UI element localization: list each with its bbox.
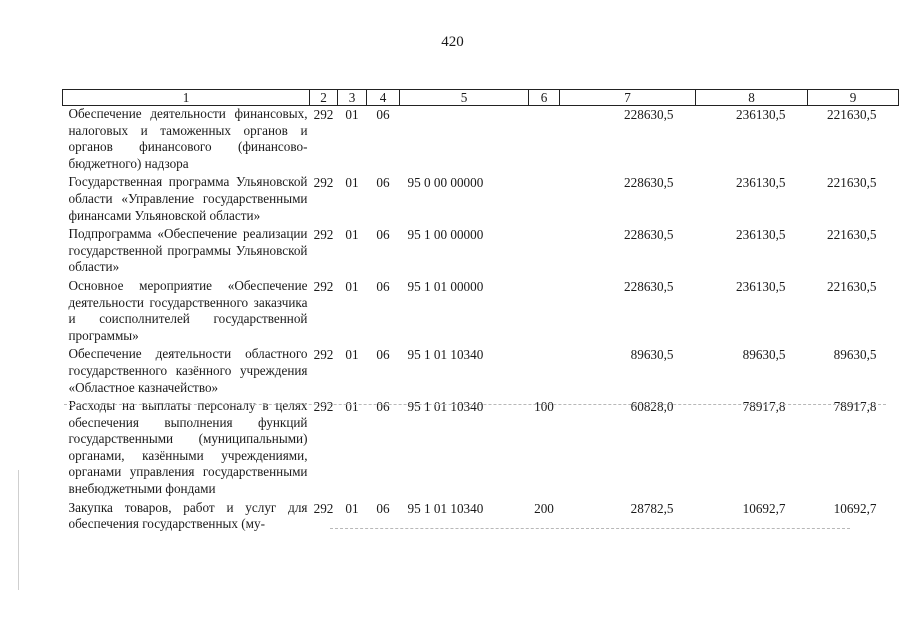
row-section-code: 01 [345,399,359,415]
row-amount-col8: 236130,5 [736,227,786,243]
header-col-5: 5 [400,90,529,106]
row-ministry-code: 292 [313,107,334,122]
scan-artifact-margin [18,470,19,590]
row-target-code: 95 1 00 00000 [407,227,484,243]
row-name: Закупка товаров, работ и услуг для обеспечения государственных (му- [68,499,308,532]
scan-artifact-line [64,404,886,405]
header-col-1: 1 [63,90,310,106]
row-ministry-code: 292 [313,500,334,516]
row-amount-col8: 78917,8 [742,399,786,415]
row-name: Расходы на выплаты персоналу в целях обеспечения выполнения функций государственными (муниципальными) органами, казёнными учреждениями, органами управления государственными внебюджетными фондами [68,398,308,497]
row-amount-col9: 221630,5 [827,107,877,122]
row-subsection-code: 06 [376,227,390,243]
row-amount-col7: 60828,0 [630,399,674,415]
row-amount-col7: 228630,5 [624,107,674,122]
row-amount-col9: 221630,5 [827,175,877,191]
table-row [63,346,899,398]
row-expense-type [529,278,560,346]
row-name: Основное мероприятие «Обеспечение деятельности государственного заказчика и соисполнителей государственной программы» [68,277,308,343]
row-section-code: 01 [345,347,359,363]
row-expense-type [529,174,560,226]
row-name: Обеспечение деятельности областного государственного казённого учреждения «Областное казначейство» [68,346,308,395]
row-subsection-code: 06 [376,500,390,516]
row-amount-col9: 10692,7 [833,500,877,516]
row-section-code: 01 [345,278,359,294]
table-row [63,398,899,500]
row-expense-type: 100 [534,399,554,415]
row-section-code: 01 [345,175,359,191]
row-expense-type [529,346,560,398]
table-header [63,90,899,106]
row-amount-col9: 89630,5 [833,347,877,363]
page-number: 420 [441,34,464,50]
row-ministry-code: 292 [313,227,334,243]
header-col-7: 7 [560,90,696,106]
row-ministry-code: 292 [313,399,334,415]
row-target-code: 95 1 01 10340 [407,500,484,516]
row-target-code: 95 1 01 10340 [407,399,484,415]
header-col-2: 2 [310,90,338,106]
row-name: Подпрограмма «Обеспечение реализации государственной программы Ульяновской области» [68,226,308,275]
row-amount-col7: 228630,5 [624,227,674,243]
row-amount-col7: 228630,5 [624,278,674,294]
row-amount-col7: 228630,5 [624,175,674,191]
budget-table [62,89,899,533]
row-expense-type: 200 [534,500,554,516]
row-target-code: 95 0 00 00000 [407,175,484,191]
table-row [63,106,899,175]
row-expense-type [529,226,560,278]
row-subsection-code: 06 [376,107,390,122]
row-subsection-code: 06 [376,278,390,294]
row-amount-col8: 89630,5 [742,347,786,363]
header-col-6: 6 [529,90,560,106]
header-col-8: 8 [696,90,808,106]
table-row [63,174,899,226]
row-amount-col8: 236130,5 [736,107,786,122]
row-amount-col9: 221630,5 [827,278,877,294]
row-expense-type [529,106,560,175]
row-amount-col9: 221630,5 [827,227,877,243]
row-name: Обеспечение деятельности финансовых, налоговых и таможенных органов и органов финансового (финансово-бюджетного) надзора [68,106,308,171]
row-section-code: 01 [345,227,359,243]
header-col-9: 9 [808,90,899,106]
row-subsection-code: 06 [376,399,390,415]
row-target-code: 95 1 01 00000 [407,278,484,294]
row-ministry-code: 292 [313,278,334,294]
row-ministry-code: 292 [313,175,334,191]
row-amount-col8: 236130,5 [736,175,786,191]
row-ministry-code: 292 [313,347,334,363]
scan-artifact-line [330,528,850,529]
row-amount-col7: 89630,5 [630,347,674,363]
table-row [63,226,899,278]
table-body [63,106,899,533]
row-section-code: 01 [345,107,359,122]
table-row [63,278,899,346]
row-target-code: 95 1 01 10340 [407,347,484,363]
row-amount-col8: 236130,5 [736,278,786,294]
row-amount-col9: 78917,8 [833,399,877,415]
row-subsection-code: 06 [376,347,390,363]
row-amount-col8: 10692,7 [742,500,786,516]
row-section-code: 01 [345,500,359,516]
header-row [63,90,899,106]
header-col-4: 4 [367,90,400,106]
row-name: Государственная программа Ульяновской области «Управление государственными финансами Ульяновской области» [68,174,308,223]
header-col-3: 3 [338,90,367,106]
row-subsection-code: 06 [376,175,390,191]
row-target-code [400,106,529,175]
row-amount-col7: 28782,5 [630,500,674,516]
